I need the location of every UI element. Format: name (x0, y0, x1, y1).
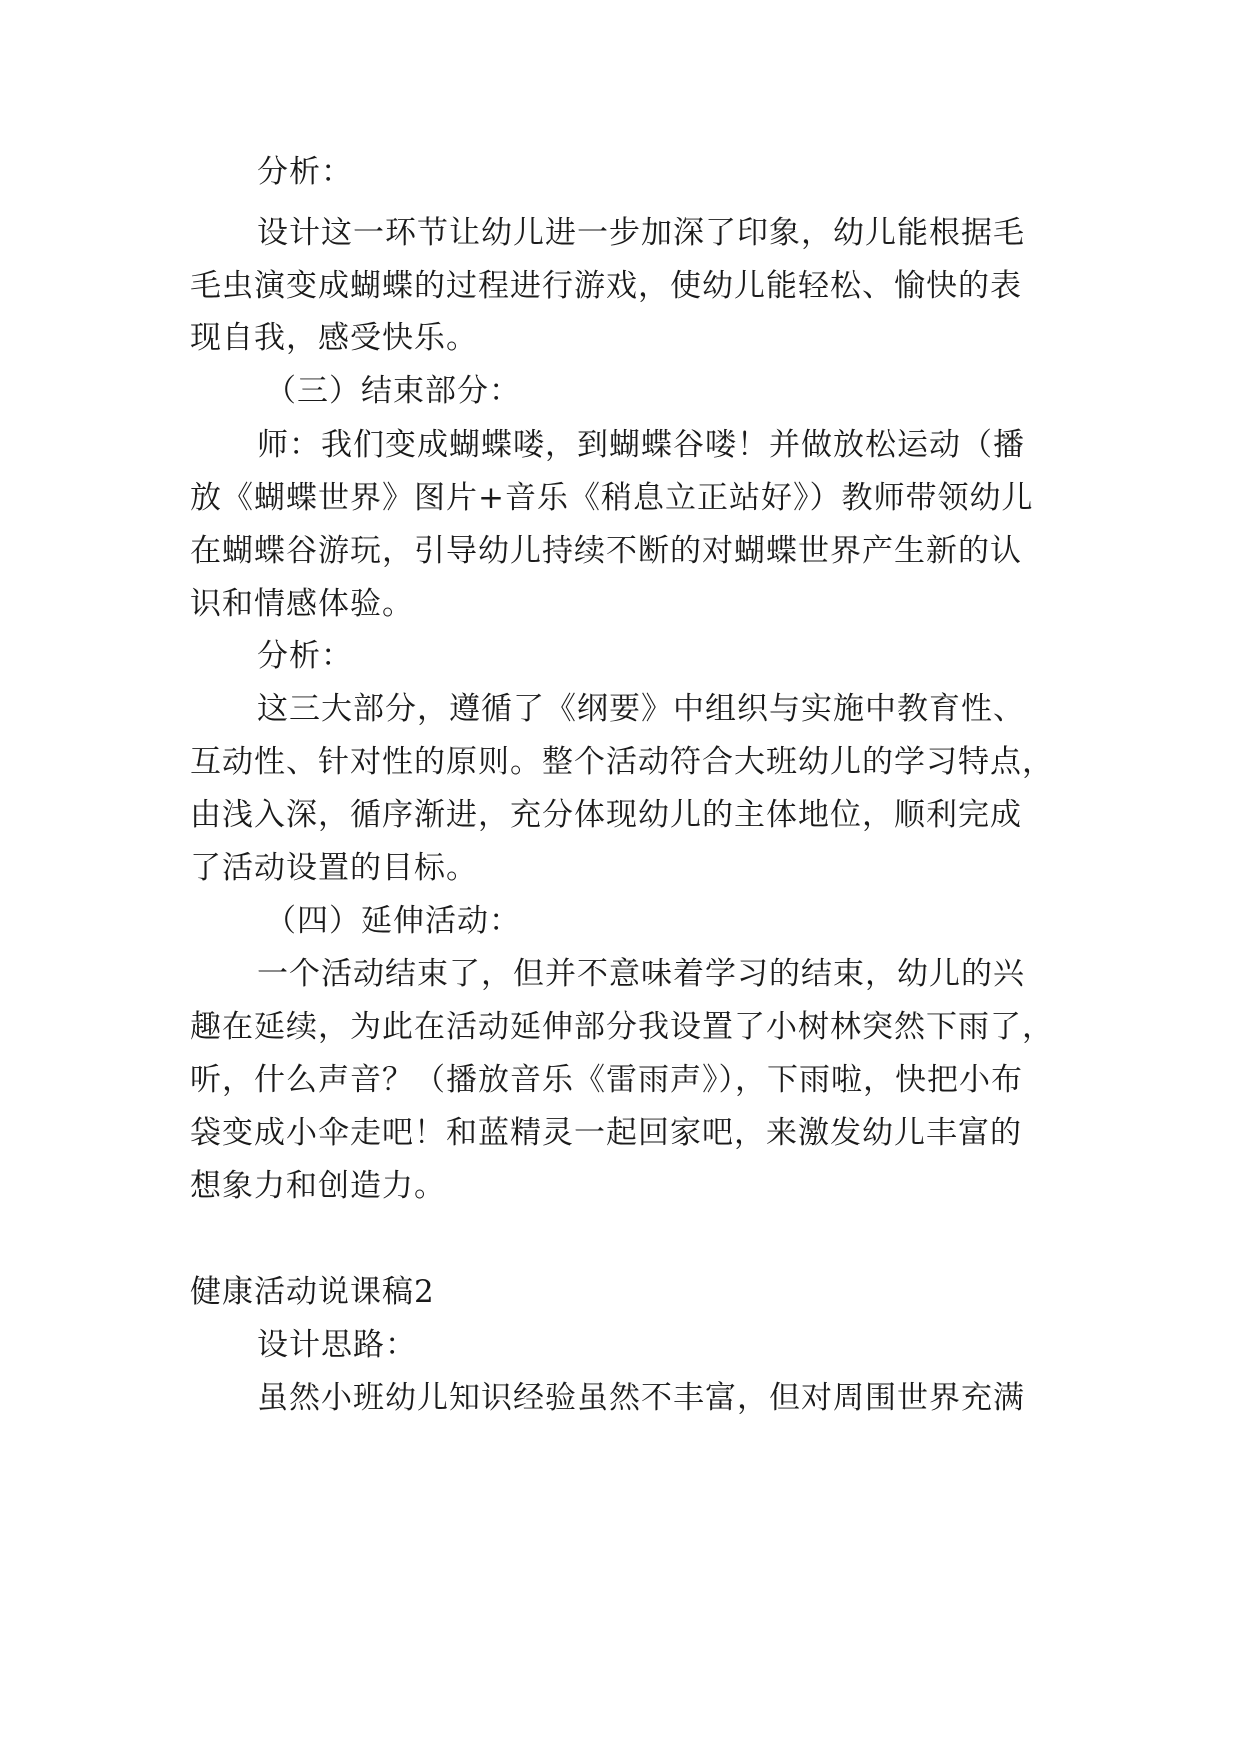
paragraph-line: 听，什么声音？（播放音乐《雷雨声》），下雨啦，快把小布 (190, 1062, 1023, 1098)
paragraph-line: 师：我们变成蝴蝶喽，到蝴蝶谷喽！并做放松运动（播 (257, 427, 1025, 463)
paragraph-line: 趣在延续，为此在活动延伸部分我设置了小树林突然下雨了， (190, 1009, 1054, 1045)
paragraph-line: 互动性、针对性的原则。整个活动符合大班幼儿的学习特点， (190, 744, 1054, 780)
paragraph-line: 一个活动结束了，但并不意味着学习的结束，幼儿的兴 (257, 956, 1025, 992)
paragraph-line: 想象力和创造力。 (190, 1168, 446, 1204)
paragraph-line: 虽然小班幼儿知识经验虽然不丰富，但对周围世界充满 (257, 1380, 1025, 1416)
paragraph-line: 在蝴蝶谷游玩，引导幼儿持续不断的对蝴蝶世界产生新的认 (190, 533, 1022, 569)
analysis-heading-1: 分析： (257, 154, 353, 190)
paragraph-line: 由浅入深，循序渐进，充分体现幼儿的主体地位，顺利完成 (190, 797, 1022, 833)
paragraph-line: 了活动设置的目标。 (190, 850, 478, 886)
section-heading-closing: （三）结束部分： (265, 373, 521, 409)
section-heading-design: 设计思路： (257, 1327, 417, 1363)
paragraph-line: 设计这一环节让幼儿进一步加深了印象，幼儿能根据毛 (257, 215, 1025, 251)
analysis-heading-2: 分析： (257, 638, 353, 674)
section-heading-extension: （四）延伸活动： (265, 903, 521, 939)
document-title: 健康活动说课稿2 (190, 1274, 435, 1310)
paragraph-line: 放《蝴蝶世界》图片+音乐《稍息立正站好》）教师带领幼儿 (190, 480, 1034, 516)
paragraph-line: 袋变成小伞走吧！和蓝精灵一起回家吧，来激发幼儿丰富的 (190, 1115, 1022, 1151)
paragraph-line: 这三大部分，遵循了《纲要》中组织与实施中教育性、 (257, 691, 1025, 727)
paragraph-line: 现自我，感受快乐。 (190, 320, 478, 356)
paragraph-line: 识和情感体验。 (190, 586, 414, 622)
paragraph-line: 毛虫演变成蝴蝶的过程进行游戏，使幼儿能轻松、愉快的表 (190, 268, 1022, 304)
